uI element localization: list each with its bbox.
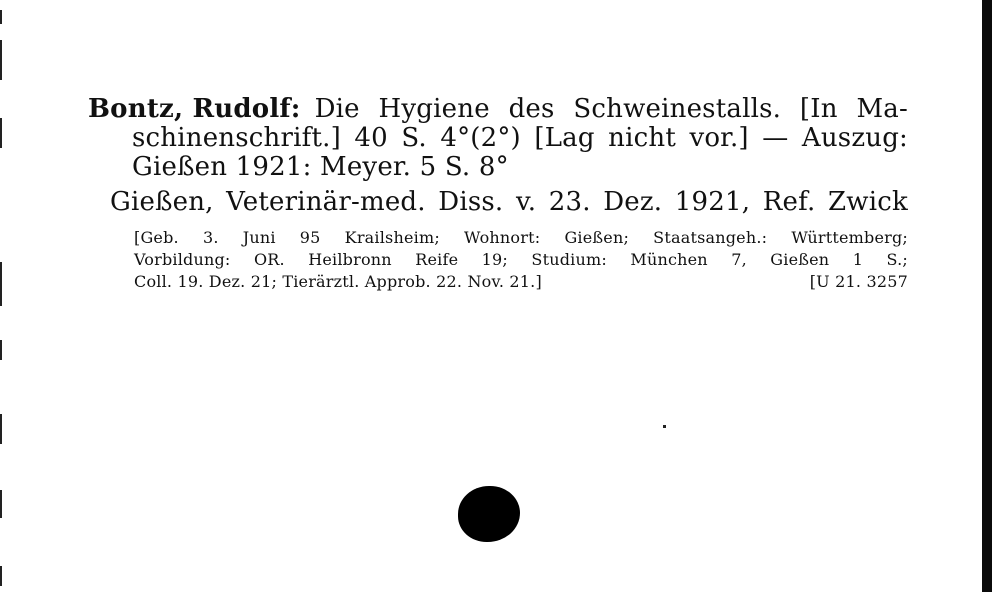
scan-edge-mark: [0, 566, 2, 586]
bio-line-1: [Geb. 3. Juni 95 Krailsheim; Wohnort: Gießen; Staatsangeh.: Württemberg;: [134, 228, 908, 247]
scan-edge-mark: [0, 340, 2, 360]
scan-border-bar: [982, 0, 992, 592]
title-text: Die Hygiene des Schweinestalls. [In Ma-: [314, 94, 908, 124]
dissertation-line: Gießen, Veterinär-med. Diss. v. 23. Dez. 1921, Ref. Zwick: [110, 187, 908, 217]
punch-hole: [458, 486, 520, 542]
ink-speck: [663, 425, 666, 428]
scan-edge-mark: [0, 118, 2, 148]
bio-line-2: Vorbildung: OR. Heilbronn Reife 19; Studium: München 7, Gießen 1 S.;: [134, 250, 908, 269]
scan-edge-mark: [0, 490, 2, 518]
author-name: Bontz, Rudolf:: [88, 94, 301, 124]
bio-line-3: [134, 274, 908, 290]
scan-edge-mark: [0, 40, 2, 80]
bio-line-3-text: Coll. 19. Dez. 21; Tierärztl. Approb. 22. Nov. 21.]: [134, 272, 542, 291]
scan-edge-mark: [0, 10, 2, 24]
scan-edge-mark: [0, 262, 2, 306]
scan-edge-mark: [0, 414, 2, 444]
imprint-line: Gießen 1921: Meyer. 5 S. 8°: [132, 152, 509, 182]
entry-line-1: [88, 96, 908, 122]
catalog-number: [U 21. 3257: [809, 272, 908, 291]
entry-line-2: schinenschrift.] 40 S. 4°(2°) [Lag nicht vor.] — Auszug:: [132, 123, 908, 153]
